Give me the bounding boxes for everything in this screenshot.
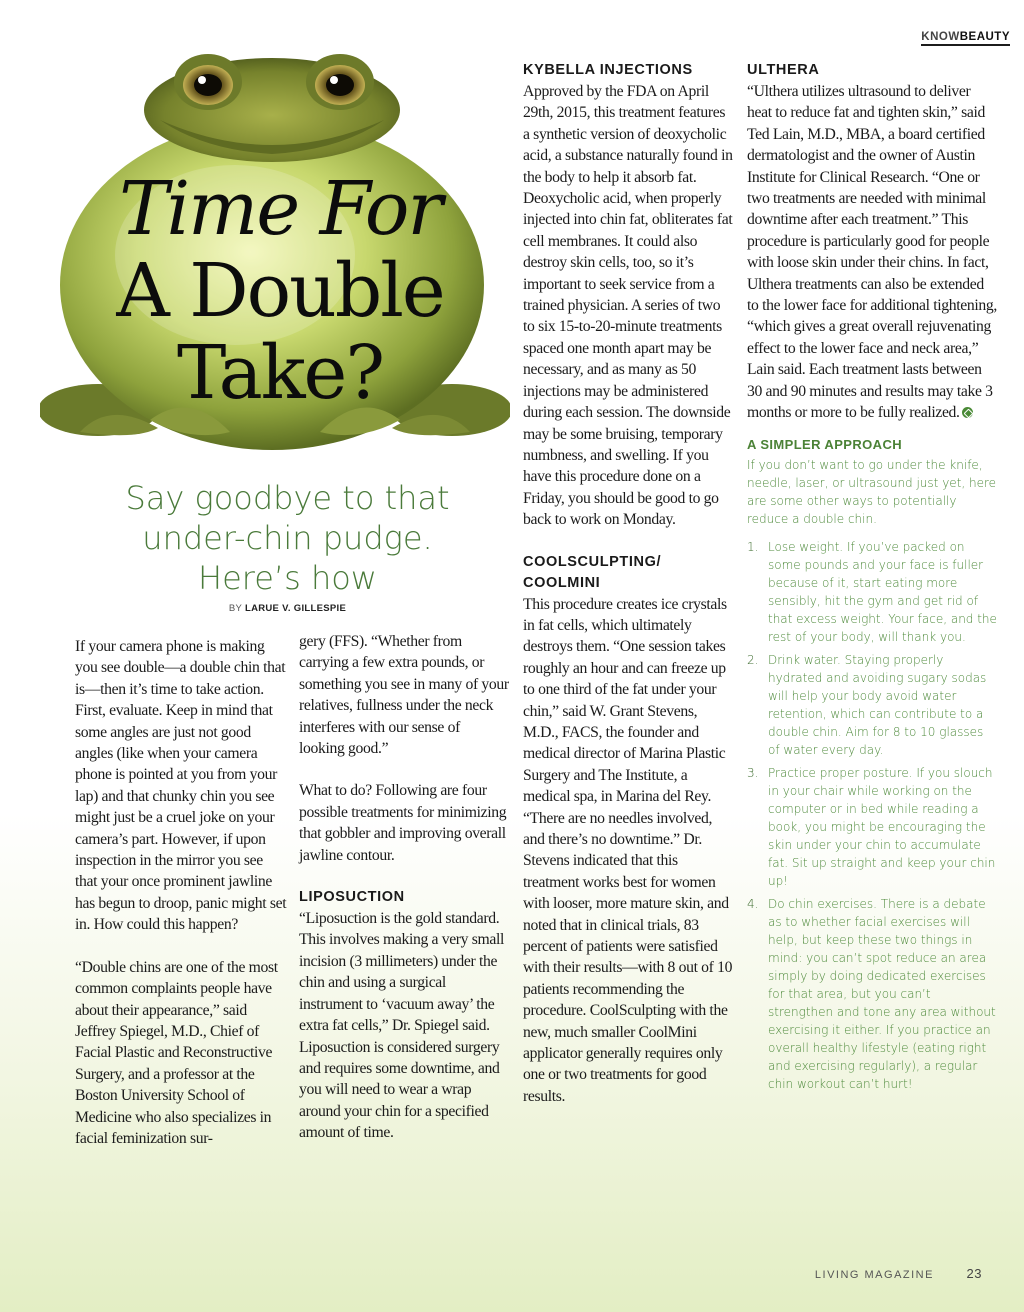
ulthera-heading: ULTHERA xyxy=(747,62,820,78)
subheadline: Say goodbye to that under-chin pudge. Here’s how xyxy=(125,479,450,597)
column-4 xyxy=(747,60,997,1098)
kybella-body: Approved by the FDA on April 29th, 2015, this treatment features a synthetic version of deoxycholic acid, a substance naturally found in the body to help it absorb fat. Deoxycholic acid, when properly injected into chin fat, obliterates fat cell membranes. It could also destroy skin cells, too, so it’s important to seek service from a trained physician. A series of two to six 15-to-20-minute treatments spaced one month apart may be necessary, and as many as 50 injections may be administered during each session. The downside may be some bruising, temporary numbness, and swelling. If you have this procedure done on a Friday, you should be good to go back to work on Monday. xyxy=(523,83,733,529)
page-number: 23 xyxy=(966,1266,982,1281)
intro-paragraph-4: What to do? Following are four possible treatments for minimizing that gobbler and improving overall jawline contour. xyxy=(299,782,507,864)
sidebar-list xyxy=(747,538,997,1093)
section-tag: KNOWBEAUTY xyxy=(921,31,1010,46)
intro-paragraph-2: “Double chins are one of the most common complaints people have about their appearance,” said Jeffrey Spiegel, M.D., Chief of Facial Plastic and Reconstructive Surgery, and a professor at the Boston University School of Medicine who also specializes in facial feminization sur- xyxy=(75,958,278,1147)
liposuction-heading: LIPOSUCTION xyxy=(299,889,405,906)
coolsculpting-heading: COOLSCULPTING/ COOLMINI xyxy=(523,553,662,591)
list-item: 4. Do chin exercises. There is a debate as to whether facial exercises will help, but keep these two things in mind: you can’t spot reduce an area simply by doing dedicated exercises for that area, but you can’t strengthen and tone any area without exercising it either. If you practice an overall healthy lifestyle (eating right and exercising regularly), a regular chin workout can’t hurt! xyxy=(747,896,996,1091)
sidebar-intro: If you don’t want to go under the knife, needle, laser, or ultrasound just yet, here are some other ways to potentially reduce a double chin. xyxy=(747,457,997,526)
coolsculpting-body: This procedure creates ice crystals in fat cells, which ultimately destroys them. “One session takes roughly an hour and can freeze up to one third of the fat under your chin,” said W. Grant Stevens, M.D., FACS, the founder and medical director of Marina Plastic Surgery and The Institute, a medical spa, in Marina del Rey. “There are no needles involved, and there’s no downtime.” Dr. Stevens indicated that this treatment works best for women with looser, more mature skin, and noted that in clinical trials, 83 percent of patients were satisfied with their results—with 8 out of 10 patients recommending the procedure. CoolSculpting with the new, much smaller CoolMini applicator generally requires only one or two treatments for good results. xyxy=(523,595,733,1105)
magazine-name: LIVING MAGAZINE xyxy=(814,1269,934,1281)
column-1 xyxy=(75,636,287,1149)
list-item: 3. Practice proper posture. If you slouch in your chair while working on the computer or in bed while reading a book, you might be encouraging the skin under your chin to accumulate fat. Sit up straight and keep your chin up! xyxy=(747,765,996,888)
list-item: 2. Drink water. Staying properly hydrated and avoiding sugary sodas will help your body avoid water retention, which can contribute to a double chin. Aim for 8 to 10 glasses of water every day. xyxy=(747,652,987,757)
byline: BY LARUE V. GILLESPIE xyxy=(228,603,347,614)
column-2 xyxy=(299,631,509,1144)
sidebar xyxy=(747,456,997,1093)
list-item: 1. Lose weight. If you’ve packed on some pounds and your face is fuller because of it, start eating more sensibly, hit the gym and get rid of that excess weight. Your face, and the rest of your body, will thank you. xyxy=(747,539,997,644)
folio xyxy=(815,1266,982,1281)
column-3 xyxy=(523,60,733,1107)
kybella-heading: KYBELLA INJECTIONS xyxy=(523,62,693,78)
ulthera-body: “Ulthera utilizes ultrasound to deliver heat to reduce fat and tighten skin,” said Ted Lain, M.D., MBA, a board certified dermatologist and the owner of Austin Institute for Clinical Research. “One or two treatments are needed with minimal downtime after each treatment.” This procedure is particularly good for people with loose skin under their chins. In fact, Ulthera treatments can also be extended to the lower face for additional tightening, “which gives a great overall rejuvenating effect to the lower face and neck area,” Lain said. Each treatment lasts between 30 and 90 minutes and results may take 3 months or more to be fully realized. xyxy=(747,83,997,422)
headline: Time For A Double Take? xyxy=(116,166,444,416)
intro-paragraph-3: gery (FFS). “Whether from carrying a few extra pounds, or something you see in many of your relatives, fullness under the neck interferes with our sense of looking good.” xyxy=(299,633,509,758)
author-name: LARUE V. GILLESPIE xyxy=(244,603,347,614)
intro-paragraph-1: If your camera phone is making you see double—a double chin that is—then it’s time to take action. First, evaluate. Keep in mind that some angles are just not good angles (like when your camera phone is pointed at you from your lap) and that chunky chin you see might just be a cruel joke on your camera’s part. However, if upon inspection in the mirror you see that your once prominent jawline has begun to droop, panic might set in. How could this happen? xyxy=(75,638,287,934)
liposuction-body: “Liposuction is the gold standard. This involves making a very small incision (3 millimeters) under the chin and using a surgical instrument to ‘vacuum away’ the extra fat cells,” Dr. Spiegel said. Liposuction is considered surgery and requires some downtime, and you will need to wear a wrap around your chin for a specified amount of time. xyxy=(299,910,504,1142)
end-mark-icon xyxy=(962,407,973,418)
sidebar-heading: A SIMPLER APPROACH xyxy=(747,436,903,452)
